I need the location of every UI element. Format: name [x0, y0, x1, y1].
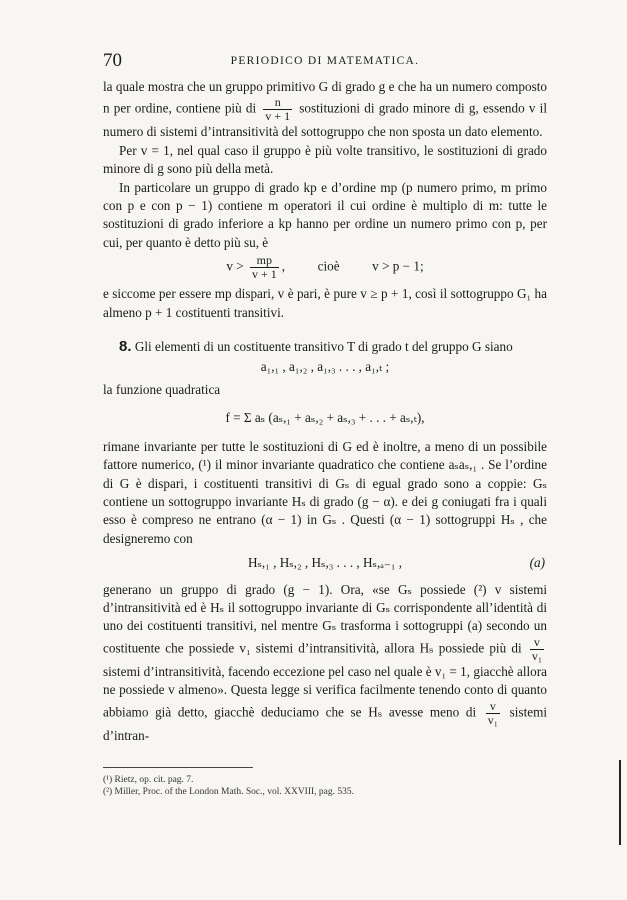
inequality-cioe: cioè: [317, 258, 340, 274]
fraction-numerator: mp: [250, 254, 279, 268]
fraction-denominator: v₁: [531, 648, 543, 663]
element-sequence: a₁,₁ , a₁,₂ , a₁,₃ . . . , a₁,ₜ ;: [260, 359, 390, 375]
fraction-v-over-v1-second: [486, 700, 500, 727]
inequality-comma: ,: [281, 258, 286, 274]
subgroup-sequence-text: Hₛ,₁ , Hₛ,₂ , Hₛ,₃ . . . , Hₛ,ₐ₋₁ ,: [247, 555, 403, 571]
paragraph-7-text-b: sistemi d’intransitività, facendo eccezione pel caso nel quale è v₁ = 1, giacchè allora ne possiede v almeno». Questa legge si verifica facilmente tenendo conto di quanto abbiamo già detto, giacchè deduciamo che se Hₛ avesse meno di: [103, 663, 547, 720]
fraction-denominator: v + 1: [251, 267, 277, 282]
page-number: 70: [103, 50, 122, 71]
fraction-denominator: v₁: [487, 712, 498, 727]
fraction-n-over-v1: [263, 96, 292, 123]
section-8-paragraph: [103, 338, 547, 356]
page-header: [103, 50, 547, 74]
page-edge-mark: [619, 760, 621, 845]
paragraph-7-text-a: generano un gruppo di grado (g − 1). Ora, «se Gₛ possiede (²) v sistemi d’intransitività ed è Hₛ il sottogruppo invariante di Gₛ corrispondente all’identità di uno dei costituenti transitivi, nel mentre Gₛ trasforma i sottogruppi (a) secondo un costituente che possiede v₁ sistemi d’intransitività, allora Hₛ possiede più di: [103, 581, 547, 656]
subgroup-sequence: [103, 554, 547, 572]
section-number: 8.: [119, 338, 132, 356]
section-8-text: Gli elementi di un costituente transitivo T di grado t del gruppo G siano: [134, 339, 513, 355]
paragraph-1-text-b: sostituzioni di grado minore di g, essendo v il numero di sistemi d’intransitività del sottogruppo che non sposta un dato elemento.: [103, 100, 547, 140]
inequality-lhs: v >: [226, 258, 244, 274]
fraction-v-over-v1: [530, 636, 544, 663]
paragraph-4: e siccome per essere mp dispari, v è pari, è pure v ≥ p + 1, così il sottogruppo G₁ ha almeno p + 1 costituenti transitivi.: [103, 286, 547, 320]
running-title: PERIODICO DI MATEMATICA.: [230, 55, 420, 67]
paragraph-7-text-c: sistemi d’intran-: [103, 704, 548, 743]
paragraph-5: la funzione quadratica: [103, 381, 221, 397]
paragraph-1-text-a: la quale mostra che un gruppo primitivo G di grado g e che ha un numero composto n per ordine, contiene più di: [103, 79, 547, 116]
fraction-numerator: n: [263, 96, 292, 110]
page-body: [103, 78, 547, 799]
paragraph-2: Per v = 1, nel qual caso il gruppo è più volte transitivo, le sostituzioni di grado minore di g sono più della metà.: [103, 142, 547, 177]
fraction-numerator: v: [530, 636, 544, 650]
inequality-line: [103, 254, 547, 281]
footnote-rule: [103, 767, 253, 768]
paragraph-6: rimane invariante per tutte le sostituzioni di G ed è inoltre, a meno di un possibile fattore numerico, (¹) il minor invariante quadratico che contiene aₛaₛ,₁ . Se l’ordine di G è dispari, i costituenti transitivi di Gₛ di egual grado sono a coppie: Gₛ contiene un sottogruppo invariante Hₛ di grado (g − α). e dei g coniugati fra i quali esso è compreso ne entrano (α − 1) in Gₛ . Questi (α − 1) sottogruppi Hₛ , che designeremo con: [103, 438, 547, 546]
paragraph-7: [103, 581, 547, 745]
paragraph-3: In particolare un gruppo di grado kp e d’ordine mp (p numero primo, m primo con p e con p − 1) contiene m operatori il cui ordine è multiplo di m: tutte le sostituzioni di grado inferiore a kp hanno per ordine un numero primo con p, per cui, per quanto è detto più su, è: [103, 179, 547, 250]
fraction-numerator: v: [486, 700, 500, 714]
equation-label: (a): [529, 555, 545, 571]
paragraph-1: [103, 78, 547, 142]
fraction-denominator: v + 1: [265, 109, 291, 124]
footnote-2: (²) Miller, Proc. of the London Math. Soc., vol. XXVIII, pag. 535.: [103, 787, 355, 798]
footnote-1: (¹) Rietz, op. cit. pag. 7.: [103, 774, 194, 785]
quadratic-formula: f = Σ aₛ (aₛ,₁ + aₛ,₂ + aₛ,₃ + . . . + aₛ,ₜ),: [225, 410, 425, 426]
inequality-rhs: v > p − 1;: [372, 258, 424, 274]
fraction-mp-over-v1: [250, 254, 279, 281]
